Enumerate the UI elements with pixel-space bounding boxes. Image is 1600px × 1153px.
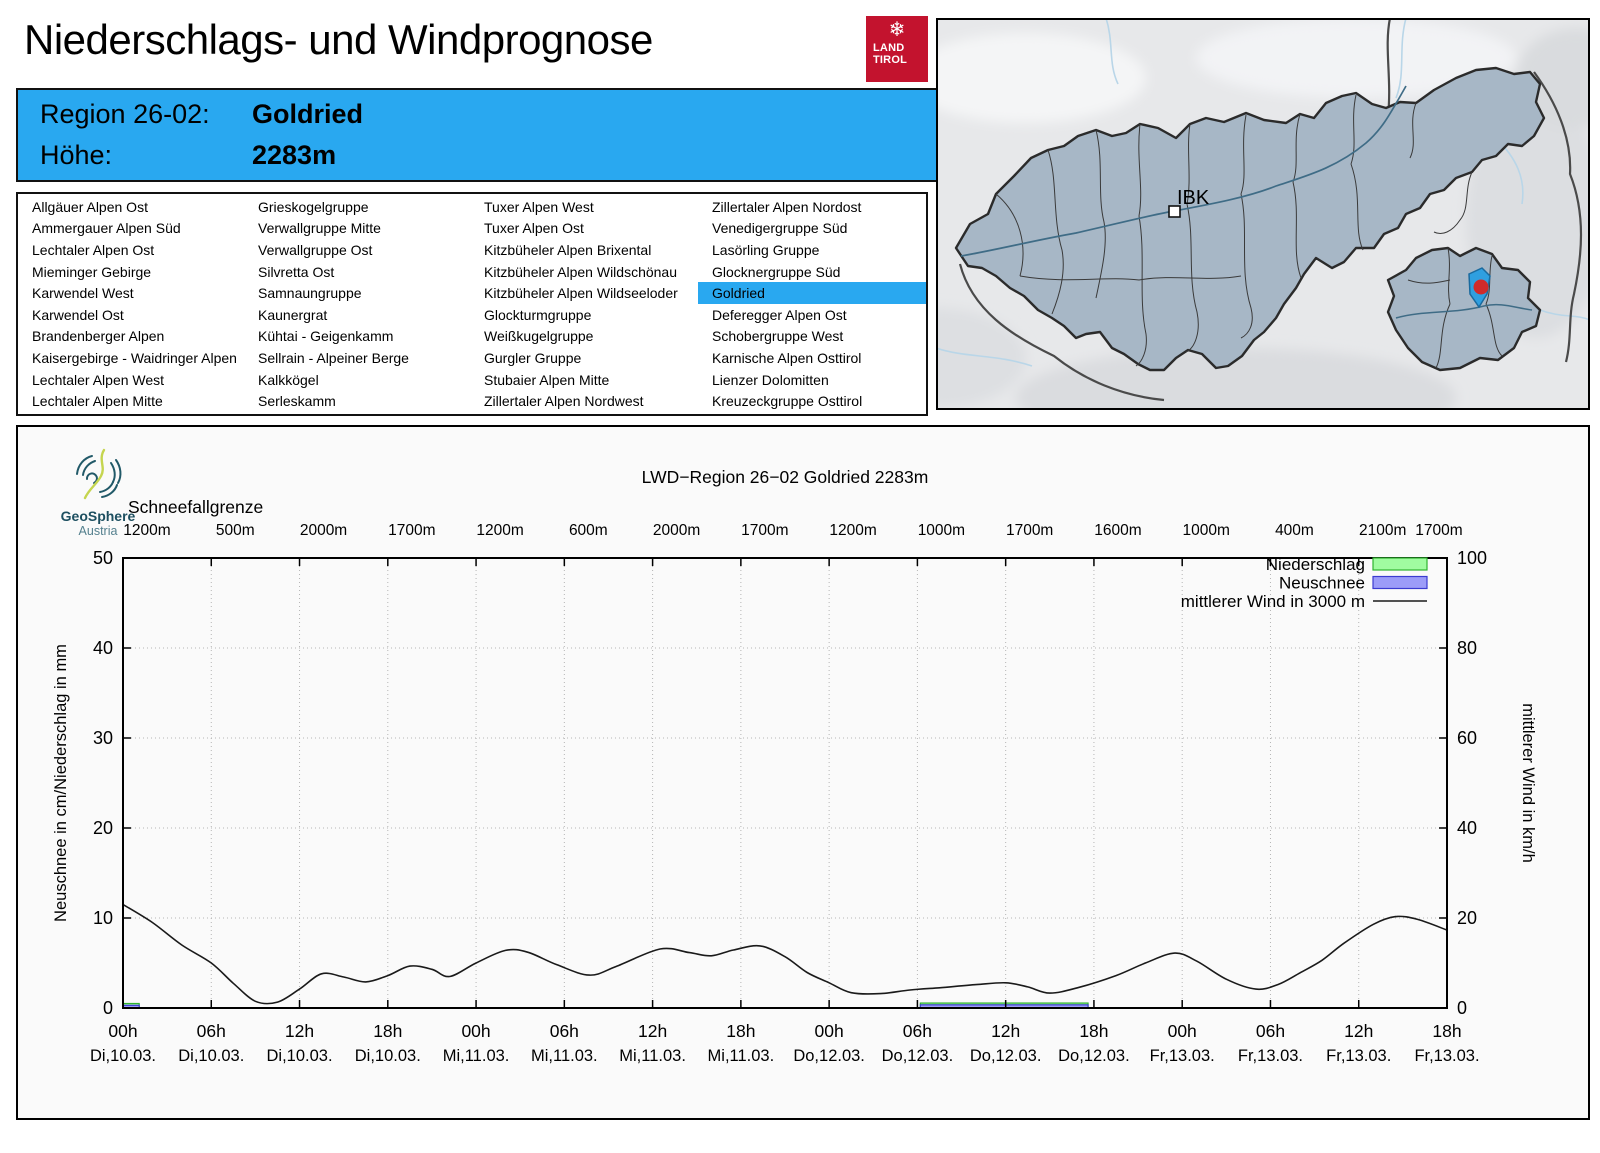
region-list-item[interactable]: Kühtai - Geigenkamm [258, 328, 394, 345]
region-info-box [16, 88, 950, 182]
geosphere-swirl-icon [66, 448, 130, 504]
region-list-item[interactable]: Stubaier Alpen Mitte [484, 371, 610, 388]
y-right-tick-label: 100 [1457, 548, 1488, 568]
geosphere-sub: Austria [78, 524, 118, 538]
x-tick-date-label: Mi,11.03. [531, 1047, 598, 1065]
region-list-item[interactable]: Brandenberger Alpen [32, 328, 165, 345]
x-tick-hour-label: 00h [461, 1021, 491, 1041]
region-list-item[interactable]: Silvretta Ost [258, 263, 335, 280]
x-tick-hour-label: 18h [373, 1021, 403, 1041]
snowline-value: 1700m [1415, 522, 1463, 539]
snowline-value: 500m [215, 522, 255, 539]
snowline-value: 1200m [476, 522, 524, 539]
snowline-value: 1000m [1182, 522, 1230, 539]
snowline-value: 600m [568, 522, 608, 539]
x-tick-date-label: Di,10.03. [178, 1047, 245, 1065]
land-tirol-logo [866, 16, 928, 82]
x-tick-date-label: Do,12.03. [793, 1047, 865, 1065]
region-list-item[interactable]: Weißkugelgruppe [484, 328, 594, 345]
region-list-item-selected[interactable]: Goldried [698, 282, 926, 304]
x-tick-date-label: Do,12.03. [1058, 1047, 1130, 1065]
region-list [16, 192, 928, 416]
geosphere-name: GeoSphere [60, 508, 136, 524]
snowline-value: 1700m [388, 522, 436, 539]
region-list-item[interactable]: Karwendel Ost [32, 306, 124, 323]
snowflake-icon: ❄ [888, 19, 906, 41]
legend-label: Niederschlag [1265, 555, 1365, 574]
y-left-tick-label: 20 [92, 818, 113, 838]
x-tick-date-label: Fr,13.03. [1326, 1047, 1392, 1065]
y-left-tick-label: 10 [92, 908, 113, 928]
region-list-item[interactable]: Verwallgruppe Ost [258, 241, 373, 258]
region-list-item[interactable]: Ammergauer Alpen Süd [32, 220, 181, 237]
altitude-label: Höhe: [40, 139, 113, 170]
x-tick-date-label: Do,12.03. [881, 1047, 954, 1065]
region-list-item[interactable]: Zillertaler Alpen Nordwest [484, 393, 644, 410]
x-tick-hour-label: 18h [1432, 1021, 1462, 1041]
region-value: Goldried [252, 99, 364, 130]
region-list-item[interactable]: Kitzbüheler Alpen Brixental [484, 241, 652, 258]
x-tick-hour-label: 06h [196, 1021, 226, 1041]
x-tick-hour-label: 12h [1344, 1021, 1374, 1041]
y-left-tick-label: 50 [92, 548, 113, 568]
snowline-label: Schneefallgrenze [128, 497, 264, 517]
logo-line2: TIROL [873, 54, 907, 66]
y-right-tick-label: 40 [1457, 818, 1478, 838]
snowline-value: 1700m [741, 522, 789, 539]
region-list-item[interactable]: Karnische Alpen Osttirol [712, 349, 862, 366]
y-right-tick-label: 80 [1457, 638, 1478, 658]
region-list-item[interactable]: Tuxer Alpen Ost [484, 220, 584, 237]
legend-label: Neuschnee [1278, 573, 1365, 593]
chart-title: LWD−Region 26−02 Goldried 2283m [641, 467, 929, 487]
snowline-value: 2000m [652, 522, 701, 539]
snowline-value: 1600m [1094, 522, 1142, 539]
region-list-item[interactable]: Karwendel West [32, 285, 134, 302]
x-tick-hour-label: 12h [991, 1021, 1021, 1041]
region-list-item[interactable]: Grieskogelgruppe [258, 198, 369, 215]
x-tick-date-label: Do,12.03. [969, 1047, 1042, 1065]
forecast-chart-svg [16, 425, 1590, 1120]
logo-line1: LAND [873, 42, 905, 54]
legend-label: mittlerer Wind in 3000 m [1180, 592, 1365, 611]
region-list-item[interactable]: Lechtaler Alpen Mitte [32, 393, 163, 410]
x-tick-hour-label: 00h [1167, 1021, 1197, 1041]
region-list-item[interactable]: Zillertaler Alpen Nordost [712, 198, 862, 215]
geosphere-logo [50, 448, 146, 538]
y-right-tick-label: 20 [1457, 908, 1478, 928]
region-list-item[interactable]: Glocknergruppe Süd [712, 263, 841, 280]
x-tick-date-label: Mi,11.03. [707, 1047, 775, 1065]
x-tick-date-label: Fr,13.03. [1149, 1047, 1215, 1065]
x-tick-date-label: Mi,11.03. [619, 1047, 686, 1065]
x-tick-date-label: Fr,13.03. [1414, 1047, 1480, 1065]
region-list-item[interactable]: Kalkkögel [258, 371, 319, 388]
x-tick-hour-label: 06h [1255, 1021, 1286, 1041]
region-list-item[interactable]: Schobergruppe West [712, 328, 844, 345]
y-left-tick-label: 0 [102, 998, 113, 1018]
y-right-tick-label: 60 [1457, 728, 1478, 748]
y-left-axis-title: Neuschnee in cm/Niederschlag in mm [52, 644, 70, 922]
y-left-tick-label: 40 [92, 638, 113, 658]
region-list-item[interactable]: Lasörling Gruppe [712, 241, 820, 258]
altitude-value: 2283m [252, 139, 337, 170]
tirol-map-svg [936, 18, 1590, 410]
region-list-item[interactable]: Tuxer Alpen West [484, 198, 594, 215]
region-list-item[interactable]: Kaisergebirge - Waidringer Alpen [32, 349, 237, 366]
region-list-item[interactable]: Gurgler Gruppe [484, 349, 582, 366]
region-list-item[interactable]: Kitzbüheler Alpen Wildschönau [484, 263, 678, 280]
map-location-marker [1474, 280, 1489, 295]
y-right-tick-label: 0 [1457, 998, 1468, 1018]
x-tick-hour-label: 00h [108, 1021, 138, 1041]
x-tick-hour-label: 06h [549, 1021, 579, 1041]
snowline-value: 1200m [123, 522, 171, 539]
x-tick-hour-label: 18h [726, 1021, 756, 1041]
region-list-item[interactable]: Kreuzeckgruppe Osttirol [712, 393, 863, 410]
legend-swatch-niederschlag [1373, 558, 1427, 570]
tirol-map[interactable] [936, 18, 1590, 410]
region-list-item[interactable]: Allgäuer Alpen Ost [32, 198, 148, 215]
x-tick-hour-label: 12h [637, 1021, 668, 1041]
forecast-chart [16, 425, 1590, 1120]
region-list-item[interactable]: Mieminger Gebirge [32, 263, 152, 280]
region-list-item[interactable]: Lienzer Dolomitten [712, 371, 829, 388]
y-right-axis-title: mittlerer Wind in km/h [1519, 703, 1537, 863]
region-list-item[interactable]: Venedigergruppe Süd [712, 220, 848, 237]
region-list-item[interactable]: Lechtaler Alpen Ost [32, 241, 155, 258]
snowline-value: 2000m [299, 522, 348, 539]
region-list-item[interactable]: Glockturmgruppe [484, 306, 592, 323]
x-tick-hour-label: 06h [902, 1021, 933, 1041]
x-tick-date-label: Di,10.03. [89, 1047, 157, 1065]
region-list-item[interactable]: Sellrain - Alpeiner Berge [258, 349, 409, 366]
y-left-tick-label: 30 [92, 728, 113, 748]
x-tick-date-label: Fr,13.03. [1237, 1047, 1304, 1065]
region-list-item[interactable]: Kaunergrat [258, 306, 328, 323]
x-tick-date-label: Mi,11.03. [442, 1047, 510, 1065]
region-list-item[interactable]: Serleskamm [258, 393, 336, 410]
region-list-item[interactable]: Deferegger Alpen Ost [712, 306, 847, 323]
x-tick-date-label: Di,10.03. [354, 1047, 421, 1065]
x-tick-hour-label: 18h [1079, 1021, 1109, 1041]
snowline-value: 400m [1275, 522, 1314, 539]
snowline-value: 1000m [917, 522, 966, 539]
region-list-item[interactable]: Kitzbüheler Alpen Wildseeloder [484, 285, 678, 302]
snowline-value: 1200m [829, 522, 877, 539]
x-tick-hour-label: 12h [284, 1021, 315, 1041]
x-tick-date-label: Di,10.03. [266, 1047, 333, 1065]
x-tick-hour-label: 00h [814, 1021, 844, 1041]
snowline-value: 2100m [1359, 522, 1407, 539]
ibk-label: IBK [1177, 187, 1210, 209]
page-title: Niederschlags- und Windprognose [24, 16, 653, 63]
region-list-item[interactable]: Samnaungruppe [258, 285, 362, 302]
region-label: Region 26-02: [40, 99, 210, 130]
legend-swatch-neuschnee [1373, 577, 1427, 589]
region-list-item[interactable]: Lechtaler Alpen West [32, 371, 165, 388]
snowline-value: 1700m [1005, 522, 1054, 539]
region-list-item[interactable]: Verwallgruppe Mitte [258, 220, 381, 237]
